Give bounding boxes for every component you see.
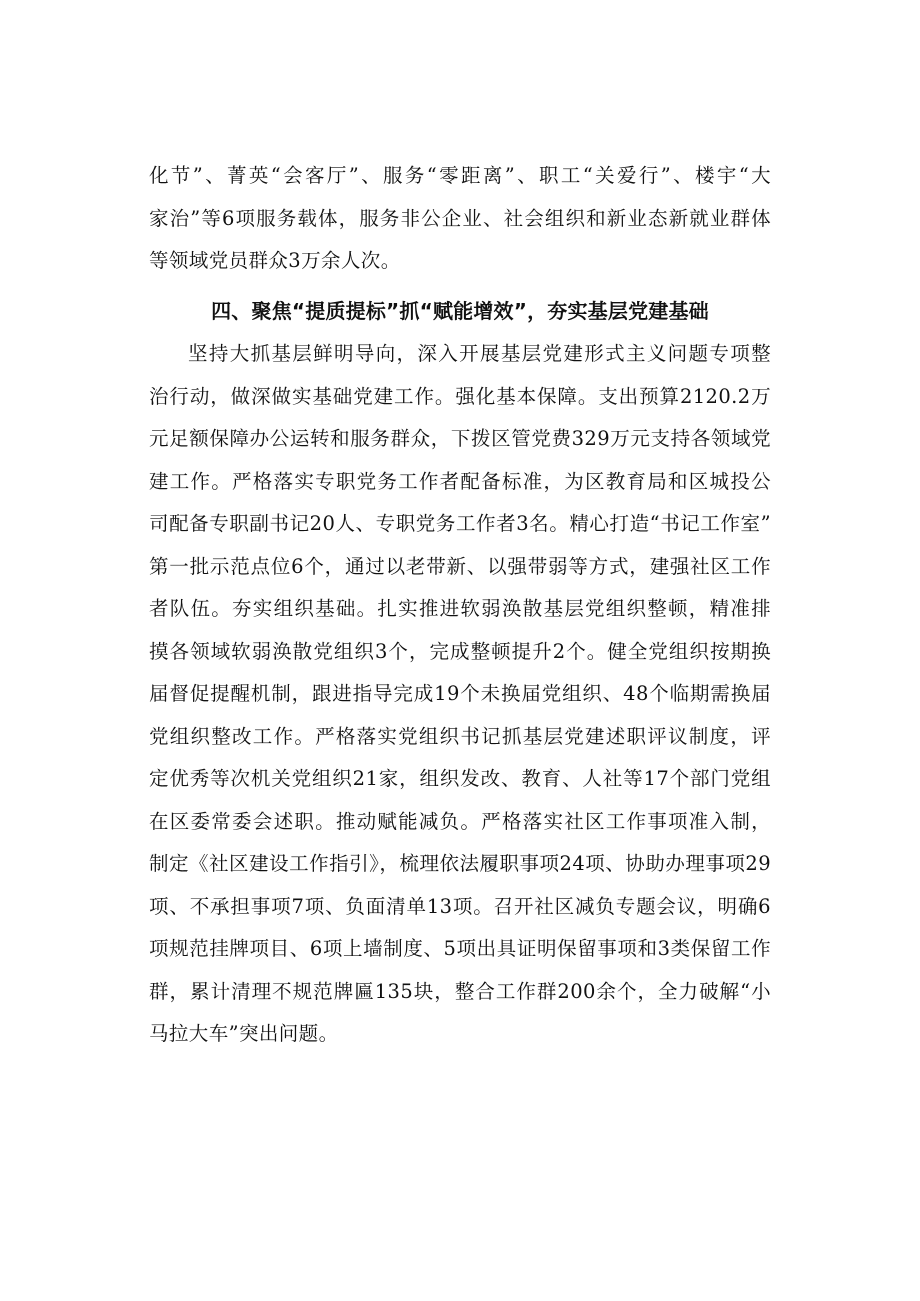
paragraph-line: 治行动，做深做实基础党建工作。强化基本保障。支出预算2120.2万 [149, 384, 771, 408]
paragraph-line: 化节”、菁英“会客厅”、服务“零距离”、职工“关爱行”、楼宇“大 [149, 164, 771, 187]
section-heading: 四、聚焦“提质提标”抓“赋能增效”，夯实基层党建基础 [211, 299, 709, 323]
main-paragraph [149, 333, 771, 1056]
paragraph-line: 项规范挂牌项目、6项上墙制度、5项出具证明保留事项和3类保留工作 [149, 937, 771, 960]
paragraph-line: 马拉大车”突出问题。 [149, 1022, 339, 1045]
paragraph-line: 在区委常委会述职。推动赋能减负。严格落实社区工作事项准入制， [149, 809, 771, 833]
paragraph-line: 届督促提醒机制，跟进指导完成19个未换届党组织、48个临期需换届 [149, 682, 771, 705]
paragraph-line: 项、不承担事项7项、负面清单13项。召开社区减负专题会议，明确6 [149, 894, 771, 918]
paragraph-line: 第一批示范点位6个，通过以老带新、以强带弱等方式，建强社区工作 [149, 554, 771, 578]
paragraph-line: 党组织整改工作。严格落实党组织书记抓基层党建述职评议制度，评 [149, 724, 771, 748]
paragraph-line: 司配备专职副书记20人、专职党务工作者3名。精心打造“书记工作室” [149, 512, 771, 535]
paragraph-line: 建工作。严格落实专职党务工作者配备标准，为区教育局和区城投公 [149, 469, 771, 493]
paragraph-line: 定优秀等次机关党组织21家，组织发改、教育、人社等17个部门党组 [149, 767, 771, 790]
previous-paragraph [149, 155, 771, 283]
paragraph-line: 家治”等6项服务载体，服务非公企业、社会组织和新业态新就业群体 [149, 206, 771, 230]
paragraph-line: 等领域党员群众3万余人次。 [149, 249, 401, 272]
paragraph-line: 群，累计清理不规范牌匾135块，整合工作群200余个，全力破解“小 [149, 979, 771, 1003]
paragraph-line: 元足额保障办公运转和服务群众，下拨区管党费329万元支持各领域党 [149, 427, 771, 450]
paragraph-line: 者队伍。夯实组织基础。扎实推进软弱涣散基层党组织整顿，精准排 [149, 597, 771, 620]
paragraph-line: 制定《社区建设工作指引》，梳理依法履职事项24项、协助办理事项29 [149, 852, 771, 875]
paragraph-line: 坚持大抓基层鲜明导向，深入开展基层党建形式主义问题专项整 [188, 342, 771, 365]
paragraph-line: 摸各领域软弱涣散党组织3个，完成整顿提升2个。健全党组织按期换 [149, 639, 771, 663]
